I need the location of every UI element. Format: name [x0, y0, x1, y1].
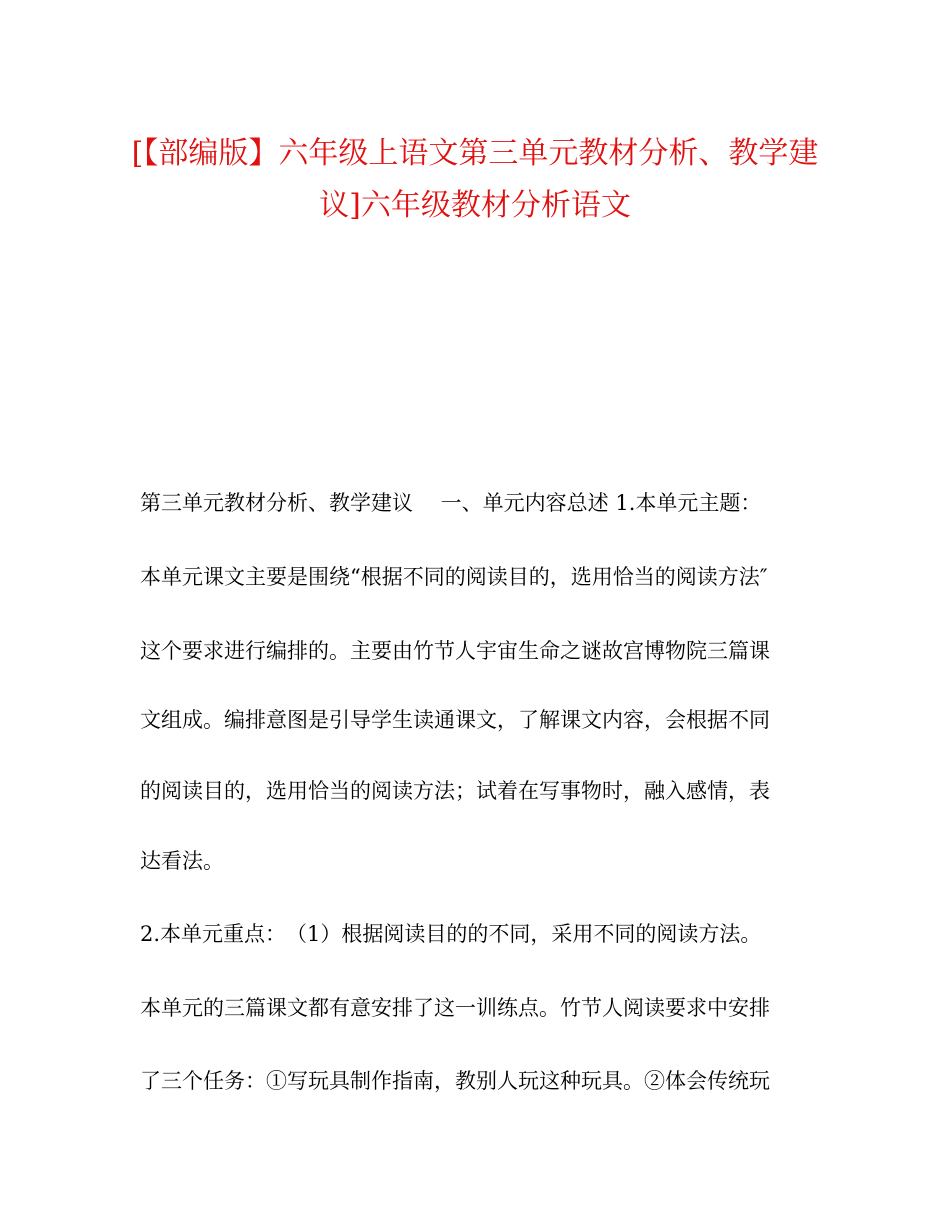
body-line: 文组成。编排意图是引导学生读通课文，了解课文内容，会根据不同: [140, 708, 770, 732]
body-line: 的阅读目的，选用恰当的阅读方法；试着在写事物时，融入感情，表: [140, 779, 770, 803]
body-line: 这个要求进行编排的。主要由竹节人宇宙生命之谜故宫博物院三篇课: [140, 639, 770, 663]
body-line: 了三个任务：①写玩具制作指南，教别人玩这种玩具。②体会传统玩: [140, 1069, 770, 1093]
body-line: 第三单元教材分析、教学建议 一、单元内容总述 1.本单元主题：: [140, 491, 762, 515]
title-line-2: 议]六年级教材分析语文: [319, 188, 631, 223]
document-title: [120, 128, 830, 232]
body-line: 达看法。: [140, 849, 224, 873]
body-line: 本单元课文主要是围绕“根据不同的阅读目的，选用恰当的阅读方法″: [140, 565, 768, 589]
body-line: 2.本单元重点： （1）根据阅读目的的不同，采用不同的阅读方法。: [140, 922, 762, 946]
body-line: 本单元的三篇课文都有意安排了这一训练点。竹节人阅读要求中安排: [140, 996, 770, 1020]
title-line-1: [【部编版】六年级上语文第三单元教材分析、教学建: [131, 136, 819, 171]
